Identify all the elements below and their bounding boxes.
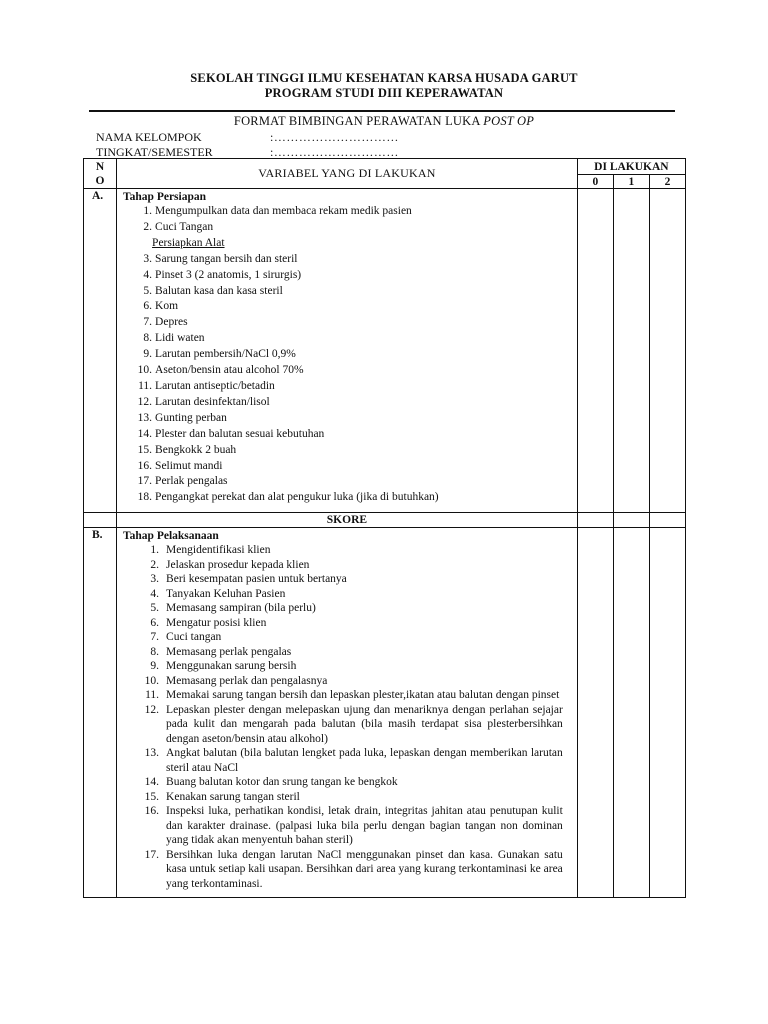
list-item-text: Kom	[155, 300, 179, 313]
list-item	[123, 848, 563, 892]
section-b-row	[84, 528, 686, 898]
list-item-text: Gunting perban	[155, 411, 227, 424]
level-semester-value[interactable]: :…………………………	[270, 145, 399, 159]
list-item-number: 12.	[137, 395, 153, 408]
list-item-number: 4.	[143, 268, 153, 281]
list-item	[123, 363, 563, 379]
list-item-number: 9.	[150, 660, 160, 673]
score-col-0-header: 0	[577, 175, 613, 189]
section-b-number: B.	[84, 528, 117, 898]
section-b-score-2-cell[interactable]	[649, 528, 685, 898]
list-item-number: 14.	[137, 427, 153, 440]
list-item-number: 11.	[138, 379, 153, 392]
list-item-text: Kenakan sarung tangan steril	[166, 790, 300, 803]
section-b-title: Tahap Pelaksanaan	[123, 530, 219, 543]
header-divider	[89, 110, 675, 112]
list-item-text: Bengkokk 2 buah	[155, 443, 237, 456]
list-item-number: 8.	[150, 645, 160, 658]
table-header-row	[84, 159, 686, 175]
list-item	[123, 558, 563, 573]
list-item	[123, 587, 563, 602]
list-item	[123, 616, 563, 631]
list-item-text: Memasang perlak pengalas	[166, 645, 292, 658]
group-name-label: NAMA KELOMPOK	[96, 130, 202, 144]
form-title-main: FORMAT BIMBINGAN PERAWATAN LUKA	[233, 114, 484, 128]
list-item	[123, 395, 563, 411]
section-a-score-0-cell[interactable]	[577, 189, 613, 513]
list-item-text: Larutan desinfektan/lisol	[155, 395, 270, 408]
list-item-number: 18.	[137, 491, 153, 504]
list-item-text: Beri kesempatan pasien untuk bertanya	[166, 573, 347, 586]
list-item	[123, 459, 563, 475]
form-title	[0, 114, 768, 129]
list-item	[123, 252, 563, 268]
list-item-text: Memakai sarung tangan bersih dan lepaskan plester,ikatan atau balutan dengan pinset	[166, 689, 560, 702]
list-item-number: 7.	[150, 631, 160, 644]
level-semester-label: TINGKAT/SEMESTER	[96, 145, 213, 159]
skore-score-1-cell[interactable]	[613, 513, 649, 528]
assessment-table	[83, 158, 686, 898]
list-item-number: 3.	[143, 252, 153, 265]
institution-name: SEKOLAH TINGGI ILMU KESEHATAN KARSA HUSADA GARUT	[190, 71, 578, 85]
list-item	[123, 411, 563, 427]
list-item-number: 6.	[143, 300, 153, 313]
list-item-number: 17.	[144, 848, 160, 861]
list-item	[123, 703, 563, 747]
list-item-text: Depres	[155, 316, 188, 329]
variable-column-header: VARIABEL YANG DI LAKUKAN	[117, 159, 578, 189]
list-item	[123, 775, 563, 790]
program-name: PROGRAM STUDI DIII KEPERAWATAN	[264, 86, 504, 100]
list-item-text: Selimut mandi	[155, 459, 223, 472]
skore-score-2-cell[interactable]	[649, 513, 685, 528]
skore-row-no-cell	[84, 513, 117, 528]
list-item	[123, 601, 563, 616]
skore-row	[84, 513, 686, 528]
list-item-number: 5.	[150, 602, 160, 615]
list-item-number: 16.	[144, 805, 160, 818]
list-item-text: Cuci tangan	[166, 631, 222, 644]
list-item	[123, 379, 563, 395]
list-item-number: 11.	[145, 689, 160, 702]
list-item-text: Balutan kasa dan kasa steril	[155, 284, 283, 297]
section-a-title: Tahap Persiapan	[123, 191, 207, 203]
list-item-number: 2.	[150, 558, 160, 571]
list-item-text: Memasang sampiran (bila perlu)	[166, 602, 316, 615]
list-item-text: Bersihkan luka dengan larutan NaCl menggunakan pinset dan kasa. Gunakan satu kasa untuk setiap kali usapan. Bersihkan dari area yang kurang terkontaminasi ke area yang terkontaminasi.	[166, 848, 563, 890]
section-a-score-1-cell[interactable]	[613, 189, 649, 513]
list-item-text: Plester dan balutan sesuai kebutuhan	[155, 427, 325, 440]
done-column-header: DI LAKUKAN	[577, 159, 685, 175]
list-item-text: Menggunakan sarung bersih	[166, 660, 297, 673]
list-item-text: Angkat balutan (bila balutan lengket pada luka, lepaskan dengan memberikan larutan steril atau NaCl	[166, 747, 563, 774]
list-item	[123, 645, 563, 660]
list-item	[123, 331, 563, 347]
list-item-text: Buang balutan kotor dan srung tangan ke bengkok	[166, 776, 398, 789]
list-item-text: Cuci Tangan	[155, 220, 214, 233]
section-b-score-1-cell[interactable]	[613, 528, 649, 898]
list-item-text: Memasang perlak dan pengalasnya	[166, 674, 328, 687]
list-item-text: Lepaskan plester dengan melepaskan ujung dan menariknya dengan perlahan sejajar pada kulit dan mengarah pada balutan (bila masih terdapat sisa plesterbersihkan dengan aseton/bensin atau alkohol)	[166, 703, 563, 745]
list-item-text: Mengumpulkan data dan membaca rekam medik pasien	[155, 205, 412, 217]
list-item	[123, 347, 563, 363]
list-item	[123, 746, 563, 775]
list-item-text: Sarung tangan bersih dan steril	[155, 252, 298, 265]
list-item-number: 6.	[150, 616, 160, 629]
list-item-number: 5.	[143, 284, 153, 297]
list-item-number: 4.	[150, 587, 160, 600]
group-name-value[interactable]: :…………………………	[270, 130, 399, 144]
no-header-o: O	[95, 174, 105, 187]
list-item-number: 15.	[137, 443, 153, 456]
list-item	[123, 299, 563, 315]
section-a-content	[117, 189, 578, 513]
list-item-number: 13.	[137, 411, 153, 424]
list-item-number: 8.	[143, 332, 153, 345]
list-item-number: 13.	[144, 747, 160, 760]
list-item	[123, 220, 563, 236]
list-item	[123, 268, 563, 284]
list-item-text: Tanyakan Keluhan Pasien	[166, 587, 286, 600]
section-a-number: A.	[84, 189, 117, 513]
skore-label: SKORE	[117, 513, 578, 528]
no-header-n: N	[95, 160, 105, 173]
list-item	[123, 490, 563, 506]
section-a-list-tools	[123, 252, 563, 507]
list-item-text: Jelaskan prosedur kepada klien	[166, 558, 310, 571]
section-a-list-start	[123, 204, 563, 236]
list-item-text: Larutan pembersih/NaCl 0,9%	[155, 348, 296, 361]
list-item-number: 1.	[143, 205, 153, 217]
list-item-text: Mengatur posisi klien	[166, 616, 267, 629]
list-item-number: 1.	[150, 544, 160, 557]
list-item-text: Lidi waten	[155, 332, 205, 345]
no-column-header	[84, 159, 117, 189]
list-item-number: 17.	[137, 475, 153, 488]
section-b-content	[117, 528, 578, 898]
list-item-number: 12.	[144, 703, 160, 716]
list-item	[123, 688, 563, 703]
section-b-list	[123, 543, 563, 891]
list-item	[123, 204, 563, 220]
list-item-number: 7.	[143, 316, 153, 329]
section-a-row	[84, 189, 686, 513]
prepare-tools-heading: Persiapkan Alat	[152, 236, 225, 249]
list-item	[123, 630, 563, 645]
section-b-score-0-cell[interactable]	[577, 528, 613, 898]
list-item-text: Mengidentifikasi klien	[166, 544, 271, 557]
list-item	[123, 659, 563, 674]
list-item-number: 3.	[150, 573, 160, 586]
list-item	[123, 284, 563, 300]
list-item	[123, 543, 563, 558]
score-col-1-header: 1	[613, 175, 649, 189]
list-item-number: 16.	[137, 459, 153, 472]
list-item-text: Pinset 3 (2 anatomis, 1 sirurgis)	[155, 268, 302, 281]
list-item	[123, 443, 563, 459]
list-item-number: 14.	[144, 776, 160, 789]
list-item-text: Aseton/bensin atau alcohol 70%	[155, 364, 304, 377]
list-item-text: Perlak pengalas	[155, 475, 228, 488]
list-item-number: 15.	[144, 790, 160, 803]
list-item-number: 10.	[137, 364, 153, 377]
list-item-text: Pengangkat perekat dan alat pengukur luka (jika di butuhkan)	[155, 491, 439, 504]
list-item	[123, 315, 563, 331]
skore-score-0-cell[interactable]	[577, 513, 613, 528]
list-item-number: 2.	[143, 220, 153, 233]
form-title-italic: POST OP	[483, 114, 535, 128]
list-item	[123, 804, 563, 848]
list-item	[123, 427, 563, 443]
list-item-number: 9.	[143, 348, 153, 361]
list-item	[123, 572, 563, 587]
list-item-number: 10.	[144, 674, 160, 687]
section-a-score-2-cell[interactable]	[649, 189, 685, 513]
list-item-text: Inspeksi luka, perhatikan kondisi, letak drain, integritas jahitan atau penutupan kulit dan karakter drainase. (palpasi luka bila perlu dengan bagian tangan non dominan yang tidak akan menyentuh bahan steril)	[166, 805, 563, 847]
list-item	[123, 790, 563, 805]
score-col-2-header: 2	[649, 175, 685, 189]
list-item-text: Larutan antiseptic/betadin	[155, 379, 275, 392]
list-item	[123, 674, 563, 689]
list-item	[123, 474, 563, 490]
